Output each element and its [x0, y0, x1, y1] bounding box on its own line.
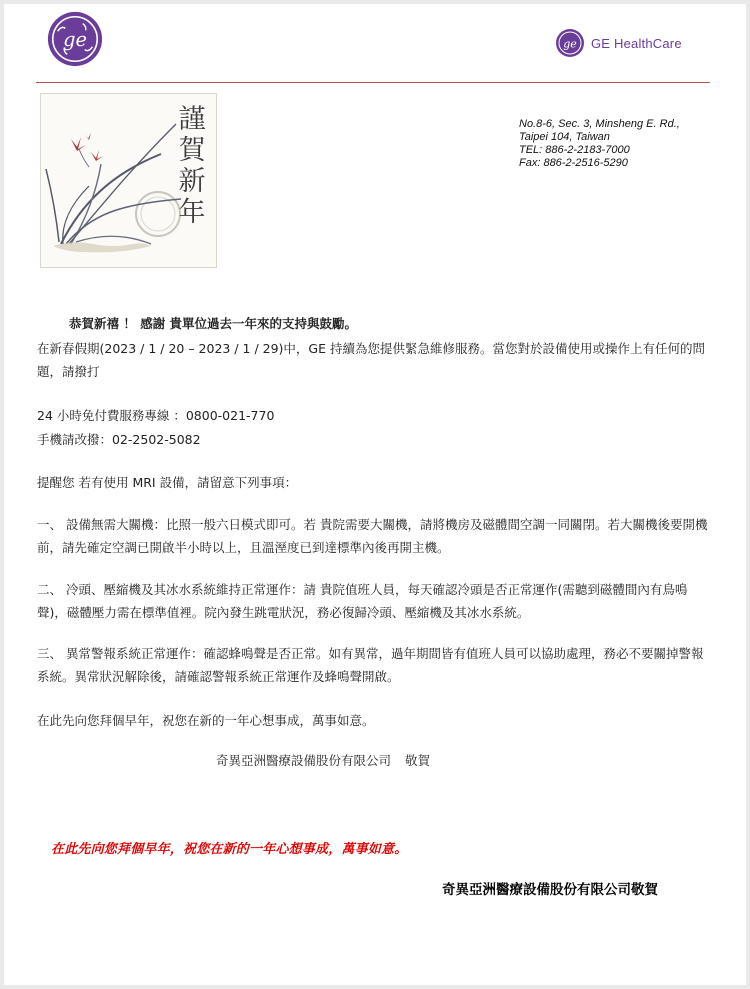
- card-vertical-text: 謹 賀 新 年: [178, 104, 206, 228]
- closing-wishes: 在此先向您拜個早年，祝您在新的一年心想事成，萬事如意。: [37, 713, 375, 728]
- service-paragraph: 在新春假期(2023 / 1 / 20 – 2023 / 1 / 29)中，GE 持續為您提供緊急維修服務。當您對於設備使用或操作上有任何的問題，請撥打: [37, 341, 705, 379]
- notice-item-1: 一、 設備無需大關機：比照一般六日模式即可。若 貴院需要大關機，請將機房及磁體間空調一同關閉。若大關機後要開機前，請先確定空調已開啟半小時以上，且溫溼度已到達標準內後再開主機。: [37, 517, 708, 555]
- signature-company: 奇異亞洲醫療設備股份有限公司: [216, 753, 392, 768]
- ge-logo: [46, 10, 104, 68]
- address-line1: No.8-6, Sec. 3, Minsheng E. Rd.,: [519, 118, 680, 130]
- letter-page: [4, 4, 746, 985]
- brand-name: GE HealthCare: [591, 35, 682, 51]
- signature-line: [216, 749, 430, 772]
- ge-small-logo: [555, 28, 585, 58]
- address-fax: Fax: 886-2-2516-5290: [519, 157, 628, 169]
- svg-text:ge: ge: [63, 27, 87, 51]
- signature-suffix: 敬賀: [405, 753, 431, 768]
- bold-signature: 奇異亞洲醫療設備股份有限公司敬賀: [442, 882, 658, 898]
- hotline-number: 24 小時免付費服務專線 ：0800-021-770: [37, 408, 275, 423]
- greeting-card-image: [40, 93, 217, 268]
- address-line2: Taipei 104, Taiwan: [519, 131, 610, 143]
- brand-logo: [555, 28, 682, 58]
- notice-item-2: 二、 冷頭、壓縮機及其冰水系統維持正常運作：請 貴院值班人員，每天確認冷頭是否正常運作(需聽到磁體間內有鳥鳴聲)，磁體壓力需在標準值裡。院內發生跳電狀況，務必復歸冷頭、壓縮機及其冰水系統。: [37, 582, 688, 620]
- mri-reminder: 提醒您 若有使用 MRI 設備，請留意下列事項：: [37, 475, 298, 490]
- header-divider: [36, 82, 710, 83]
- notice-item-3: 三、 異常警報系統正常運作：確認蜂鳴聲是否正常。如有異常，過年期間皆有值班人員可以協助處理，務必不要關掉警報系統。異常狀況解除後，請確認警報系統正常運作及蜂鳴聲開啟。: [37, 646, 704, 684]
- svg-text:ge: ge: [563, 37, 577, 51]
- red-closing-wishes: 在此先向您拜個早年，祝您在新的一年心想事成，萬事如意。: [51, 842, 408, 857]
- address-tel: TEL: 886-2-2183-7000: [519, 144, 630, 156]
- greeting-heading: 恭賀新禧 ！ 感謝 貴單位過去一年來的支持與鼓勵。: [69, 316, 358, 331]
- address-block: [519, 118, 719, 170]
- mobile-number: 手機請改撥：02-2502-5082: [37, 432, 201, 447]
